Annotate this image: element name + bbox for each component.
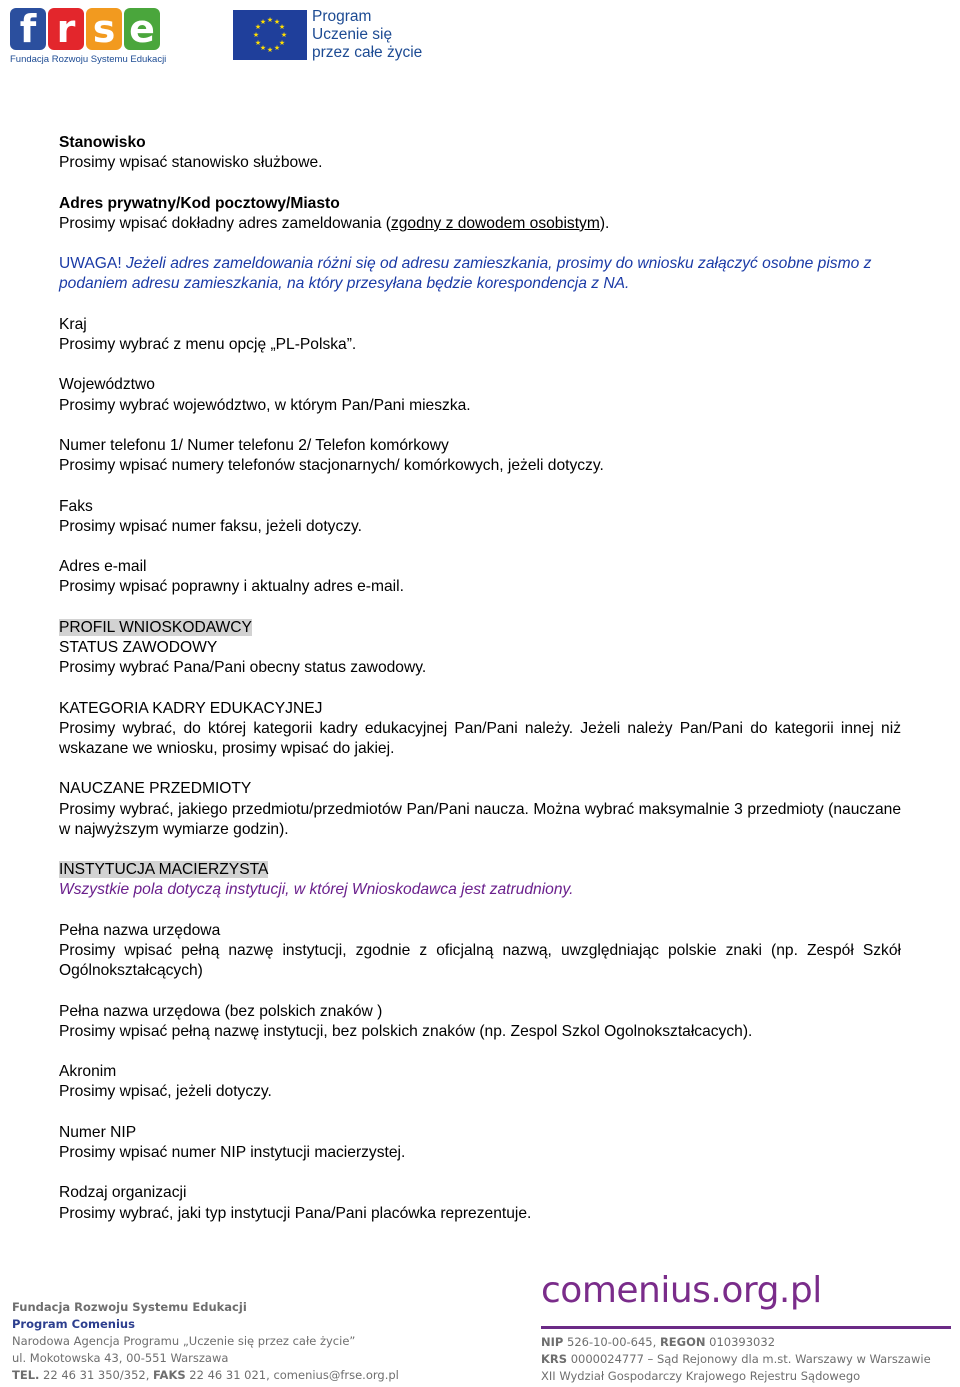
- program-line-2: Uczenie się: [312, 26, 393, 43]
- footer-contact: [12, 1367, 399, 1384]
- section-akronim: [59, 1062, 901, 1102]
- section-title: Województwo: [59, 376, 155, 394]
- section-text: Prosimy wpisać pełną nazwę instytucji, bez polskich znaków (np. Zespol Szkol Ogolnokształcacych).: [59, 1022, 753, 1040]
- section-text: Prosimy wpisać stanowisko służbowe.: [59, 154, 323, 172]
- section-stanowisko: [59, 133, 901, 173]
- section-text: [59, 214, 901, 234]
- svg-text:★: ★: [278, 39, 286, 47]
- regon-label: REGON: [659, 1335, 706, 1349]
- section-header: [59, 618, 901, 638]
- text-fragment: Prosimy wpisać dokładny adres zameldowania (: [59, 214, 391, 232]
- section-nip: [59, 1123, 901, 1163]
- section-pelna-nazwa: [59, 921, 901, 982]
- footer-program: Program Comenius: [12, 1317, 135, 1331]
- fax-label: FAKS: [153, 1368, 186, 1382]
- section-title: Pełna nazwa urzędowa (bez polskich znaków ): [59, 1002, 383, 1020]
- program-logo: [312, 8, 422, 62]
- svg-text:★: ★: [259, 18, 267, 26]
- frse-subtitle: Fundacja Rozwoju Systemu Edukacji: [10, 54, 167, 65]
- section-text: Prosimy wybrać, jakiego przedmiotu/przedmiotów Pan/Pani naucza. Można wybrać maksymalnie 3 przedmioty (nauczane w najwyższym wymiarze godzin).: [59, 800, 901, 838]
- section-text: Prosimy wpisać poprawny i aktualny adres e-mail.: [59, 578, 404, 596]
- section-uwaga: [59, 254, 901, 294]
- uwaga-label: UWAGA!: [59, 255, 122, 273]
- fax-number: 22 46 31 021, comenius@frse.org.pl: [185, 1368, 399, 1382]
- section-title: Akronim: [59, 1063, 117, 1081]
- section-przedmioty: [59, 779, 901, 840]
- footer-org: Fundacja Rozwoju Systemu Edukacji: [12, 1300, 247, 1314]
- section-text: Prosimy wybrać, jaki typ instytucji Pana/Pani placówka reprezentuje.: [59, 1204, 532, 1222]
- frse-letter-f: f: [10, 8, 46, 50]
- section-text: Prosimy wpisać pełną nazwę instytucji, zgodnie z oficjalną nazwą, uwzględniając polskie znaki (np. Zespół Szkół Ogólnokształcących): [59, 941, 901, 980]
- frse-letter-r: r: [48, 8, 84, 50]
- frse-logo: [10, 8, 170, 66]
- section-kraj: [59, 315, 901, 355]
- svg-text:★: ★: [254, 23, 262, 31]
- section-kategoria: [59, 699, 901, 760]
- section-title: KATEGORIA KADRY EDUKACYJNEJ: [59, 699, 323, 717]
- section-text: Prosimy wpisać, jeżeli dotyczy.: [59, 1083, 272, 1101]
- section-text: Prosimy wybrać Pana/Pani obecny status zawodowy.: [59, 659, 427, 677]
- underlined-text: zgodny z dowodem osobistym: [390, 214, 600, 232]
- svg-text:★: ★: [252, 31, 260, 39]
- section-text: Prosimy wybrać województwo, w którym Pan/Pani mieszka.: [59, 396, 471, 414]
- highlighted-header: INSTYTUCJA MACIERZYSTA: [59, 861, 269, 879]
- section-title: STATUS ZAWODOWY: [59, 638, 218, 656]
- section-title: Numer NIP: [59, 1123, 137, 1141]
- uwaga-text: Jeżeli adres zameldowania różni się od adresu zamieszkania, prosimy do wniosku załączyć osobne pismo z podaniem adresu zamieszkania, na który przesyłana będzie korespondencja z NA.: [59, 255, 872, 293]
- frse-wordmark: [10, 8, 160, 52]
- footer-divider: [541, 1326, 951, 1329]
- footer-agency: Narodowa Agencja Programu „Uczenie się przez całe życie”: [12, 1334, 356, 1348]
- tel-number: 22 46 31 350/352,: [39, 1368, 154, 1382]
- text-fragment: ).: [599, 214, 610, 232]
- section-text: Prosimy wpisać numery telefonów stacjonarnych/ komórkowych, jeżeli dotyczy.: [59, 457, 604, 475]
- footer-left: [12, 1299, 399, 1384]
- section-text: Prosimy wybrać z menu opcję „PL-Polska”.: [59, 335, 357, 353]
- krs-value: 0000024777 – Sąd Rejonowy dla m.st. Warszawy w Warszawie: [567, 1352, 931, 1366]
- svg-text:★: ★: [259, 44, 267, 52]
- section-text: Prosimy wpisać numer NIP instytucji macierzystej.: [59, 1143, 406, 1161]
- footer-address: ul. Mokotowska 43, 00-551 Warszawa: [12, 1351, 229, 1365]
- nip-value: 526-10-00-645,: [563, 1335, 660, 1349]
- section-rodzaj: [59, 1183, 901, 1223]
- section-faks: [59, 497, 901, 537]
- section-wojewodztwo: [59, 375, 901, 415]
- eu-stars-icon: [233, 10, 307, 60]
- eu-flag-icon: [233, 10, 307, 60]
- section-title: Adres prywatny/Kod pocztowy/Miasto: [59, 194, 340, 212]
- section-text: Prosimy wpisać numer faksu, jeżeli dotyczy.: [59, 517, 363, 535]
- regon-value: 010393032: [705, 1335, 776, 1349]
- section-text: Prosimy wybrać, do której kategorii kadry edukacyjnej Pan/Pani należy. Jeżeli należy Pan/Pani do kategorii innej niż wskazane we wniosku, prosimy wpisać do jakiej.: [59, 719, 901, 757]
- document-body: [59, 133, 901, 1244]
- comenius-site-logo: comenius.org.pl: [541, 1270, 822, 1311]
- section-title: Numer telefonu 1/ Numer telefonu 2/ Telefon komórkowy: [59, 436, 449, 454]
- program-line-3: przez całe życie: [312, 44, 423, 61]
- krs-label: KRS: [541, 1352, 568, 1366]
- svg-text:★: ★: [266, 16, 274, 24]
- highlighted-header: PROFIL WNIOSKODAWCY: [59, 618, 252, 636]
- section-pelna-nazwa-bez: [59, 1002, 901, 1042]
- svg-text:★: ★: [278, 23, 286, 31]
- footer-nip-regon: [541, 1334, 931, 1351]
- section-title: Kraj: [59, 315, 87, 333]
- section-title: Pełna nazwa urzędowa: [59, 921, 221, 939]
- section-adres: [59, 194, 901, 234]
- svg-text:★: ★: [266, 46, 274, 54]
- section-header: [59, 860, 901, 880]
- section-text: Wszystkie pola dotyczą instytucji, w której Wnioskodawca jest zatrudniony.: [59, 881, 574, 899]
- nip-label: NIP: [541, 1335, 564, 1349]
- svg-text:★: ★: [273, 18, 281, 26]
- section-title: Rodzaj organizacji: [59, 1184, 187, 1202]
- frse-letter-e: e: [124, 8, 160, 50]
- footer-right: [541, 1334, 931, 1385]
- section-profil: [59, 618, 901, 679]
- section-instytucja: [59, 860, 901, 900]
- section-telefon: [59, 436, 901, 476]
- program-line-1: Program: [312, 8, 372, 25]
- section-title: NAUCZANE PRZEDMIOTY: [59, 780, 252, 798]
- section-title: Adres e-mail: [59, 558, 147, 576]
- section-title: Stanowisko: [59, 134, 146, 151]
- svg-text:★: ★: [254, 39, 262, 47]
- frse-letter-s: s: [86, 8, 122, 50]
- svg-text:★: ★: [280, 31, 288, 39]
- footer-krs: [541, 1351, 931, 1368]
- section-title: Faks: [59, 497, 93, 515]
- footer-wydzial: XII Wydział Gospodarczy Krajowego Rejestru Sądowego: [541, 1369, 861, 1383]
- svg-text:★: ★: [273, 44, 281, 52]
- tel-label: TEL.: [12, 1368, 40, 1382]
- section-email: [59, 557, 901, 597]
